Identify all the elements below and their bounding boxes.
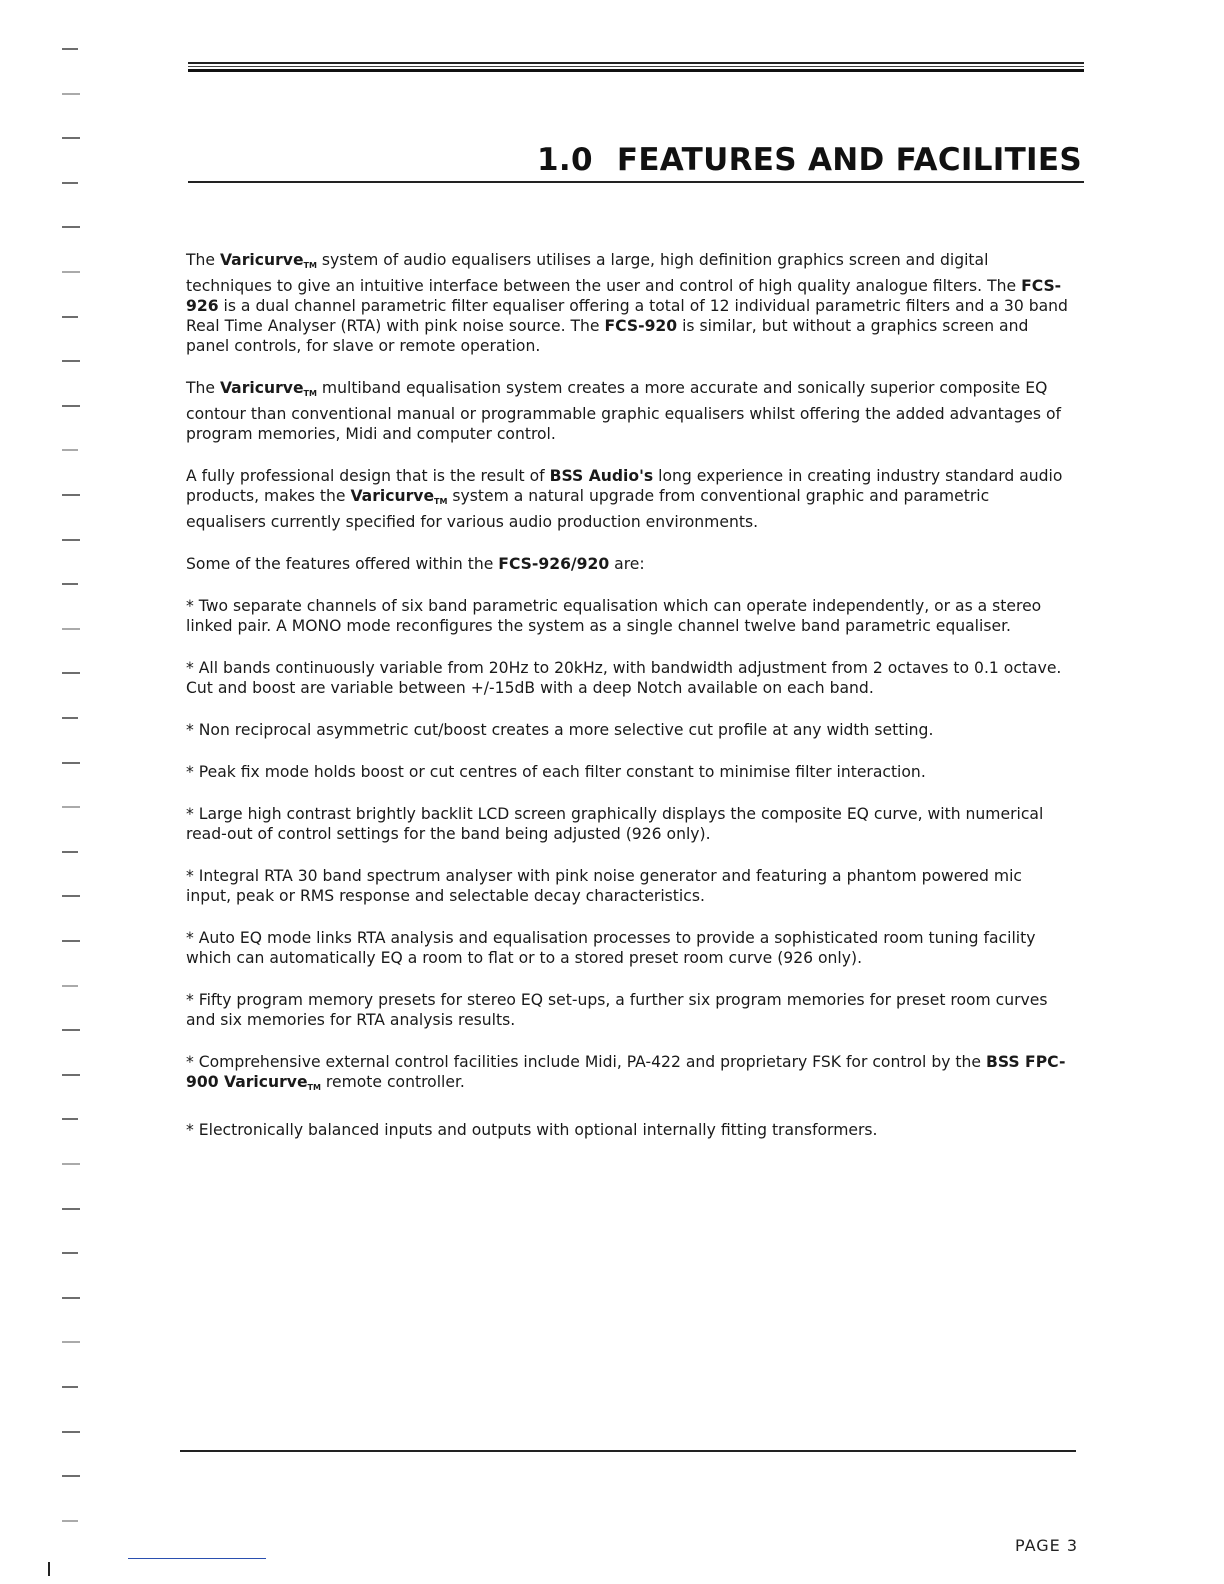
body-text: [186, 250, 1071, 1162]
margin-tick: [62, 137, 80, 139]
margin-tick: [62, 806, 80, 808]
feature-bullet: * Integral RTA 30 band spectrum analyser with pink noise generator and featuring a phantom powered mic input, peak or RMS response and selectable decay characteristics.: [186, 867, 1022, 905]
margin-tick: [62, 1029, 80, 1031]
brand-name: Varicurve: [350, 487, 435, 505]
intro-paragraph: The Varicurve$_{TM}$ system of audio equalisers utilises a large, high definition graphics screen and digital techniques to give an intuitive interface between the user and control of high quality analogue filters. The FCS-926 is a dual channel parametric filter equaliser offering a total of 12 individual parametric filters and a 30 band Real Time Analyser (RTA) with pink noise source. The FCS-920 is similar, but without a graphics screen and panel controls, for slave or remote operation.: [186, 251, 1068, 355]
professional-paragraph: A fully professional design that is the result of BSS Audio's long experience in creating industry standard audio products, makes the Varicurve$_{TM}$ system a natural upgrade from conventional graphic and parametric equalisers currently specified for various audio production environments.: [186, 467, 1063, 531]
margin-tick: [62, 360, 80, 362]
feature-bullet: * Non reciprocal asymmetric cut/boost creates a more selective cut profile at any width setting.: [186, 721, 934, 739]
margin-tick: [62, 1163, 80, 1165]
margin-tick: [62, 48, 78, 50]
margin-tick: [62, 539, 80, 541]
trademark-mark: TM: [303, 261, 317, 270]
trademark-mark: TM: [303, 389, 317, 398]
margin-tick: [62, 271, 80, 273]
margin-tick: [62, 985, 78, 987]
margin-tick: [62, 717, 78, 719]
feature-bullet: * Comprehensive external control facilities include Midi, PA-422 and proprietary FSK for control by the BSS FPC-900 Varicurve$_{TM}$ remote controller.: [186, 1053, 1066, 1092]
margin-binding-ticks: [62, 40, 84, 1540]
margin-tick: [62, 1341, 80, 1343]
model-name: FCS-926/920: [498, 555, 610, 573]
margin-tick: [62, 1252, 78, 1254]
section-title: FEATURES AND FACILITIES: [616, 142, 1082, 178]
margin-tick: [62, 405, 80, 407]
bottom-rule: [180, 1450, 1076, 1452]
company-name: BSS Audio's: [549, 467, 654, 485]
trademark-mark: TM: [307, 1083, 321, 1092]
margin-tick: [62, 1118, 78, 1120]
margin-tick: [62, 93, 80, 95]
margin-tick: [62, 1208, 80, 1210]
margin-tick: [62, 182, 78, 184]
margin-tick: [62, 851, 78, 853]
margin-tick: [62, 1297, 80, 1299]
margin-tick: [62, 672, 80, 674]
feature-bullet: * Auto EQ mode links RTA analysis and equalisation processes to provide a sophisticated room tuning facility which can automatically EQ a room to flat or to a stored preset room curve (926 only).: [186, 929, 1036, 967]
feature-bullet: * Fifty program memory presets for stereo EQ set-ups, a further six program memories for preset room curves and six memories for RTA analysis results.: [186, 991, 1048, 1029]
footer-mark: [48, 1562, 50, 1576]
brand-name: Varicurve: [219, 251, 304, 269]
margin-tick: [62, 1074, 80, 1076]
margin-tick: [62, 226, 80, 228]
margin-tick: [62, 316, 78, 318]
brand-name: Varicurve: [219, 379, 304, 397]
features-intro-paragraph: Some of the features offered within the FCS-926/920 are:: [186, 555, 645, 573]
top-rule: [188, 62, 1084, 72]
product-name: BSS FPC-900 Varicurve: [186, 1053, 1066, 1091]
feature-bullet: * Electronically balanced inputs and outputs with optional internally fitting transformers.: [186, 1121, 878, 1139]
page-number: PAGE 3: [1014, 1536, 1078, 1555]
section-heading: [537, 142, 1082, 178]
model-name: FCS-926: [186, 277, 1062, 315]
margin-tick: [62, 762, 80, 764]
trademark-mark: TM: [434, 497, 448, 506]
margin-tick: [62, 940, 80, 942]
multiband-paragraph: The Varicurve$_{TM}$ multiband equalisation system creates a more accurate and sonically superior composite EQ contour than conventional manual or programmable graphic equalisers whilst offering the added advantages of program memories, Midi and computer control.: [186, 379, 1061, 443]
model-name: FCS-920: [604, 317, 678, 335]
section-number: 1.0: [537, 142, 593, 178]
feature-bullet: * All bands continuously variable from 20Hz to 20kHz, with bandwidth adjustment from 2 octaves to 0.1 octave. Cut and boost are variable between +/-15dB with a deep Notch available on each band.: [186, 659, 1062, 697]
margin-tick: [62, 494, 80, 496]
margin-tick: [62, 583, 78, 585]
margin-tick: [62, 1475, 80, 1477]
margin-tick: [62, 628, 80, 630]
margin-tick: [62, 1431, 80, 1433]
feature-bullet: * Large high contrast brightly backlit LCD screen graphically displays the composite EQ curve, with numerical read-out of control settings for the band being adjusted (926 only).: [186, 805, 1044, 843]
heading-rule: [188, 181, 1084, 183]
feature-bullet: * Peak fix mode holds boost or cut centres of each filter constant to minimise filter interaction.: [186, 763, 926, 781]
footer-underline: [128, 1558, 266, 1559]
margin-tick: [62, 1386, 78, 1388]
margin-tick: [62, 1520, 78, 1522]
feature-bullet: * Two separate channels of six band parametric equalisation which can operate independently, or as a stereo linked pair. A MONO mode reconfigures the system as a single channel twelve band parametric equaliser.: [186, 597, 1042, 635]
margin-tick: [62, 895, 80, 897]
margin-tick: [62, 449, 78, 451]
